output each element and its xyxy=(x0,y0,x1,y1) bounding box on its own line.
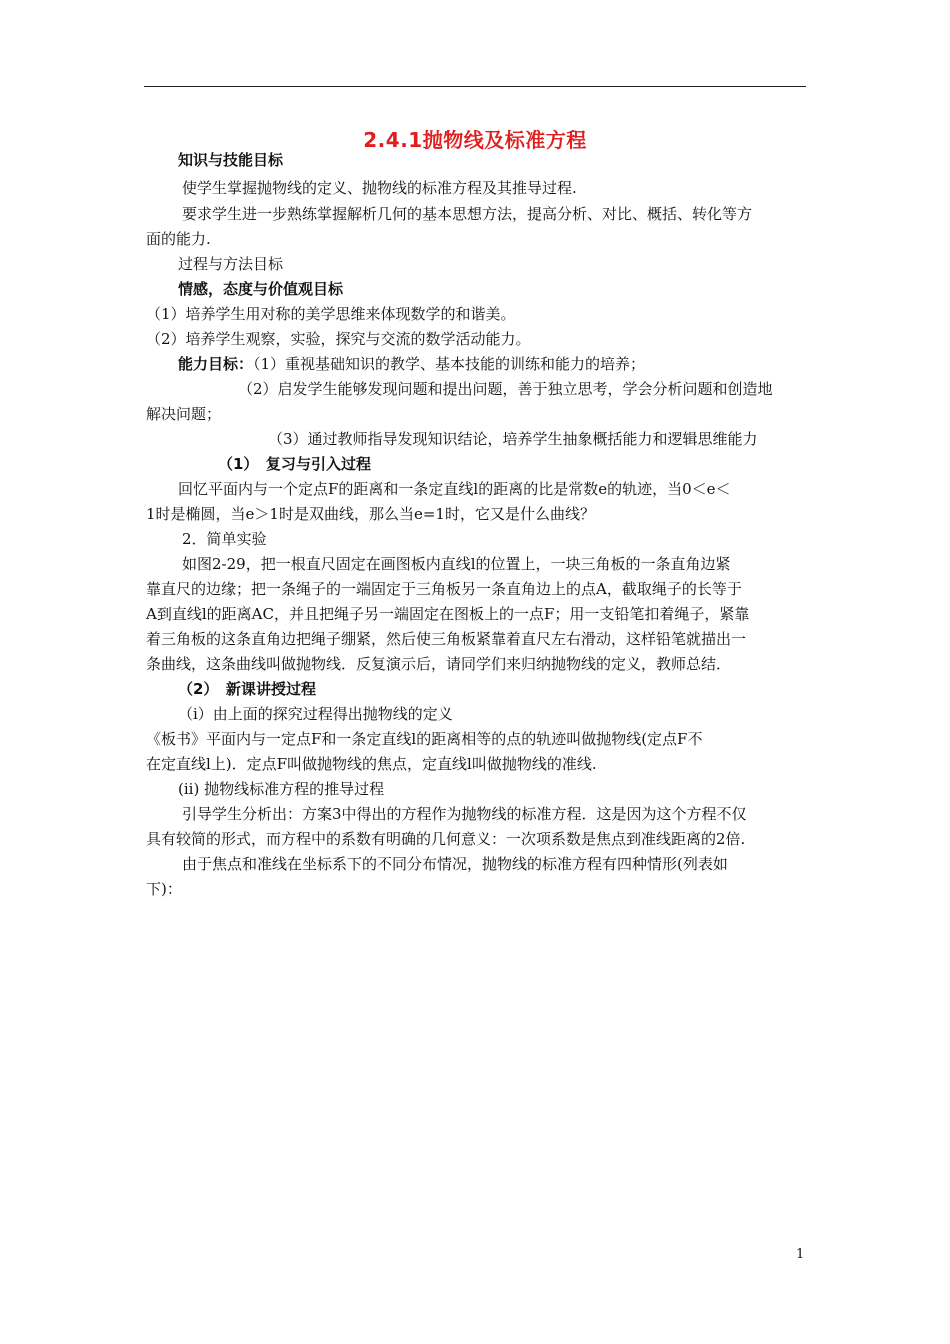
list-item: （1）培养学生用对称的美学思维来体现数学的和谐美。 xyxy=(146,305,516,323)
header-rule xyxy=(144,86,806,87)
paragraph-line: 要求学生进一步熟练掌握解析几何的基本思想方法，提高分析、对比、概括、转化等方 xyxy=(182,205,753,223)
paragraph-line: 解决问题； xyxy=(146,405,222,423)
section-heading-process: 过程与方法目标 xyxy=(178,255,284,273)
paragraph-line: A到直线l的距离AC，并且把绳子另一端固定在图板上的一点F；用一支铅笔扣着绳子，紧靠 xyxy=(146,605,750,623)
paragraph-line: 面的能力. xyxy=(146,230,211,248)
subsection-heading: 2．简单实验 xyxy=(182,530,267,548)
paragraph-line: 1时是椭圆，当e＞1时是双曲线，那么当e=1时，它又是什么曲线？ xyxy=(146,505,595,523)
paragraph-line: 下)： xyxy=(146,880,182,898)
paragraph-line: 《板书》平面内与一定点F和一条定直线l的距离相等的点的轨迹叫做抛物线(定点F不 xyxy=(146,730,703,748)
paragraph-line: 由于焦点和准线在坐标系下的不同分布情况，抛物线的标准方程有四种情形(列表如 xyxy=(182,855,728,873)
list-item: （3）通过教师指导发现知识结论，培养学生抽象概括能力和逻辑思维能力 xyxy=(268,430,758,448)
paragraph-line: 具有较简的形式，而方程中的系数有明确的几何意义：一次项系数是焦点到准线距离的2倍. xyxy=(146,830,746,848)
paragraph-line: 使学生掌握抛物线的定义、抛物线的标准方程及其推导过程. xyxy=(182,179,577,197)
paragraph-line: 着三角板的这条直角边把绳子绷紧，然后使三角板紧靠着直尺左右滑动，这样铅笔就描出一 xyxy=(146,630,747,648)
section-heading-knowledge: 知识与技能目标 xyxy=(178,151,284,169)
section-heading-new-lesson: （2） 新课讲授过程 xyxy=(178,680,316,698)
paragraph-line: 回忆平面内与一个定点F的距离和一条定直线l的距离的比是常数e的轨迹，当0＜e＜ xyxy=(178,480,731,498)
ability-goal-label: 能力目标： xyxy=(178,355,254,373)
ability-goal-text: （1）重视基础知识的教学、基本技能的训练和能力的培养； xyxy=(253,355,646,373)
paragraph-line: 靠直尺的边缘；把一条绳子的一端固定于三角板另一条直角边上的点A，截取绳子的长等于 xyxy=(146,580,742,598)
paragraph-line: 如图2-29，把一根直尺固定在画图板内直线l的位置上，一块三角板的一条直角边紧 xyxy=(182,555,731,573)
paragraph-line: 条曲线，这条曲线叫做抛物线．反复演示后，请同学们来归纳抛物线的定义，教师总结． xyxy=(146,655,732,673)
paragraph-line: 引导学生分析出：方案3中得出的方程作为抛物线的标准方程．这是因为这个方程不仅 xyxy=(182,805,747,823)
ability-goal-line xyxy=(178,354,645,374)
document-title: 2.4.1抛物线及标准方程 xyxy=(363,128,587,152)
page-number: 1 xyxy=(796,1247,805,1262)
section-heading-emotion: 情感，态度与价值观目标 xyxy=(178,280,344,298)
section-heading-review: （1） 复习与引入过程 xyxy=(218,455,371,473)
paragraph-line: 在定直线l上)．定点F叫做抛物线的焦点，定直线l叫做抛物线的准线. xyxy=(146,755,597,773)
paragraph-line: (ii) 抛物线标准方程的推导过程 xyxy=(178,780,385,798)
paragraph-line: （i）由上面的探究过程得出抛物线的定义 xyxy=(178,705,453,723)
list-item: （2）启发学生能够发现问题和提出问题，善于独立思考，学会分析问题和创造地 xyxy=(238,380,773,398)
list-item: （2）培养学生观察，实验，探究与交流的数学活动能力。 xyxy=(146,330,531,348)
